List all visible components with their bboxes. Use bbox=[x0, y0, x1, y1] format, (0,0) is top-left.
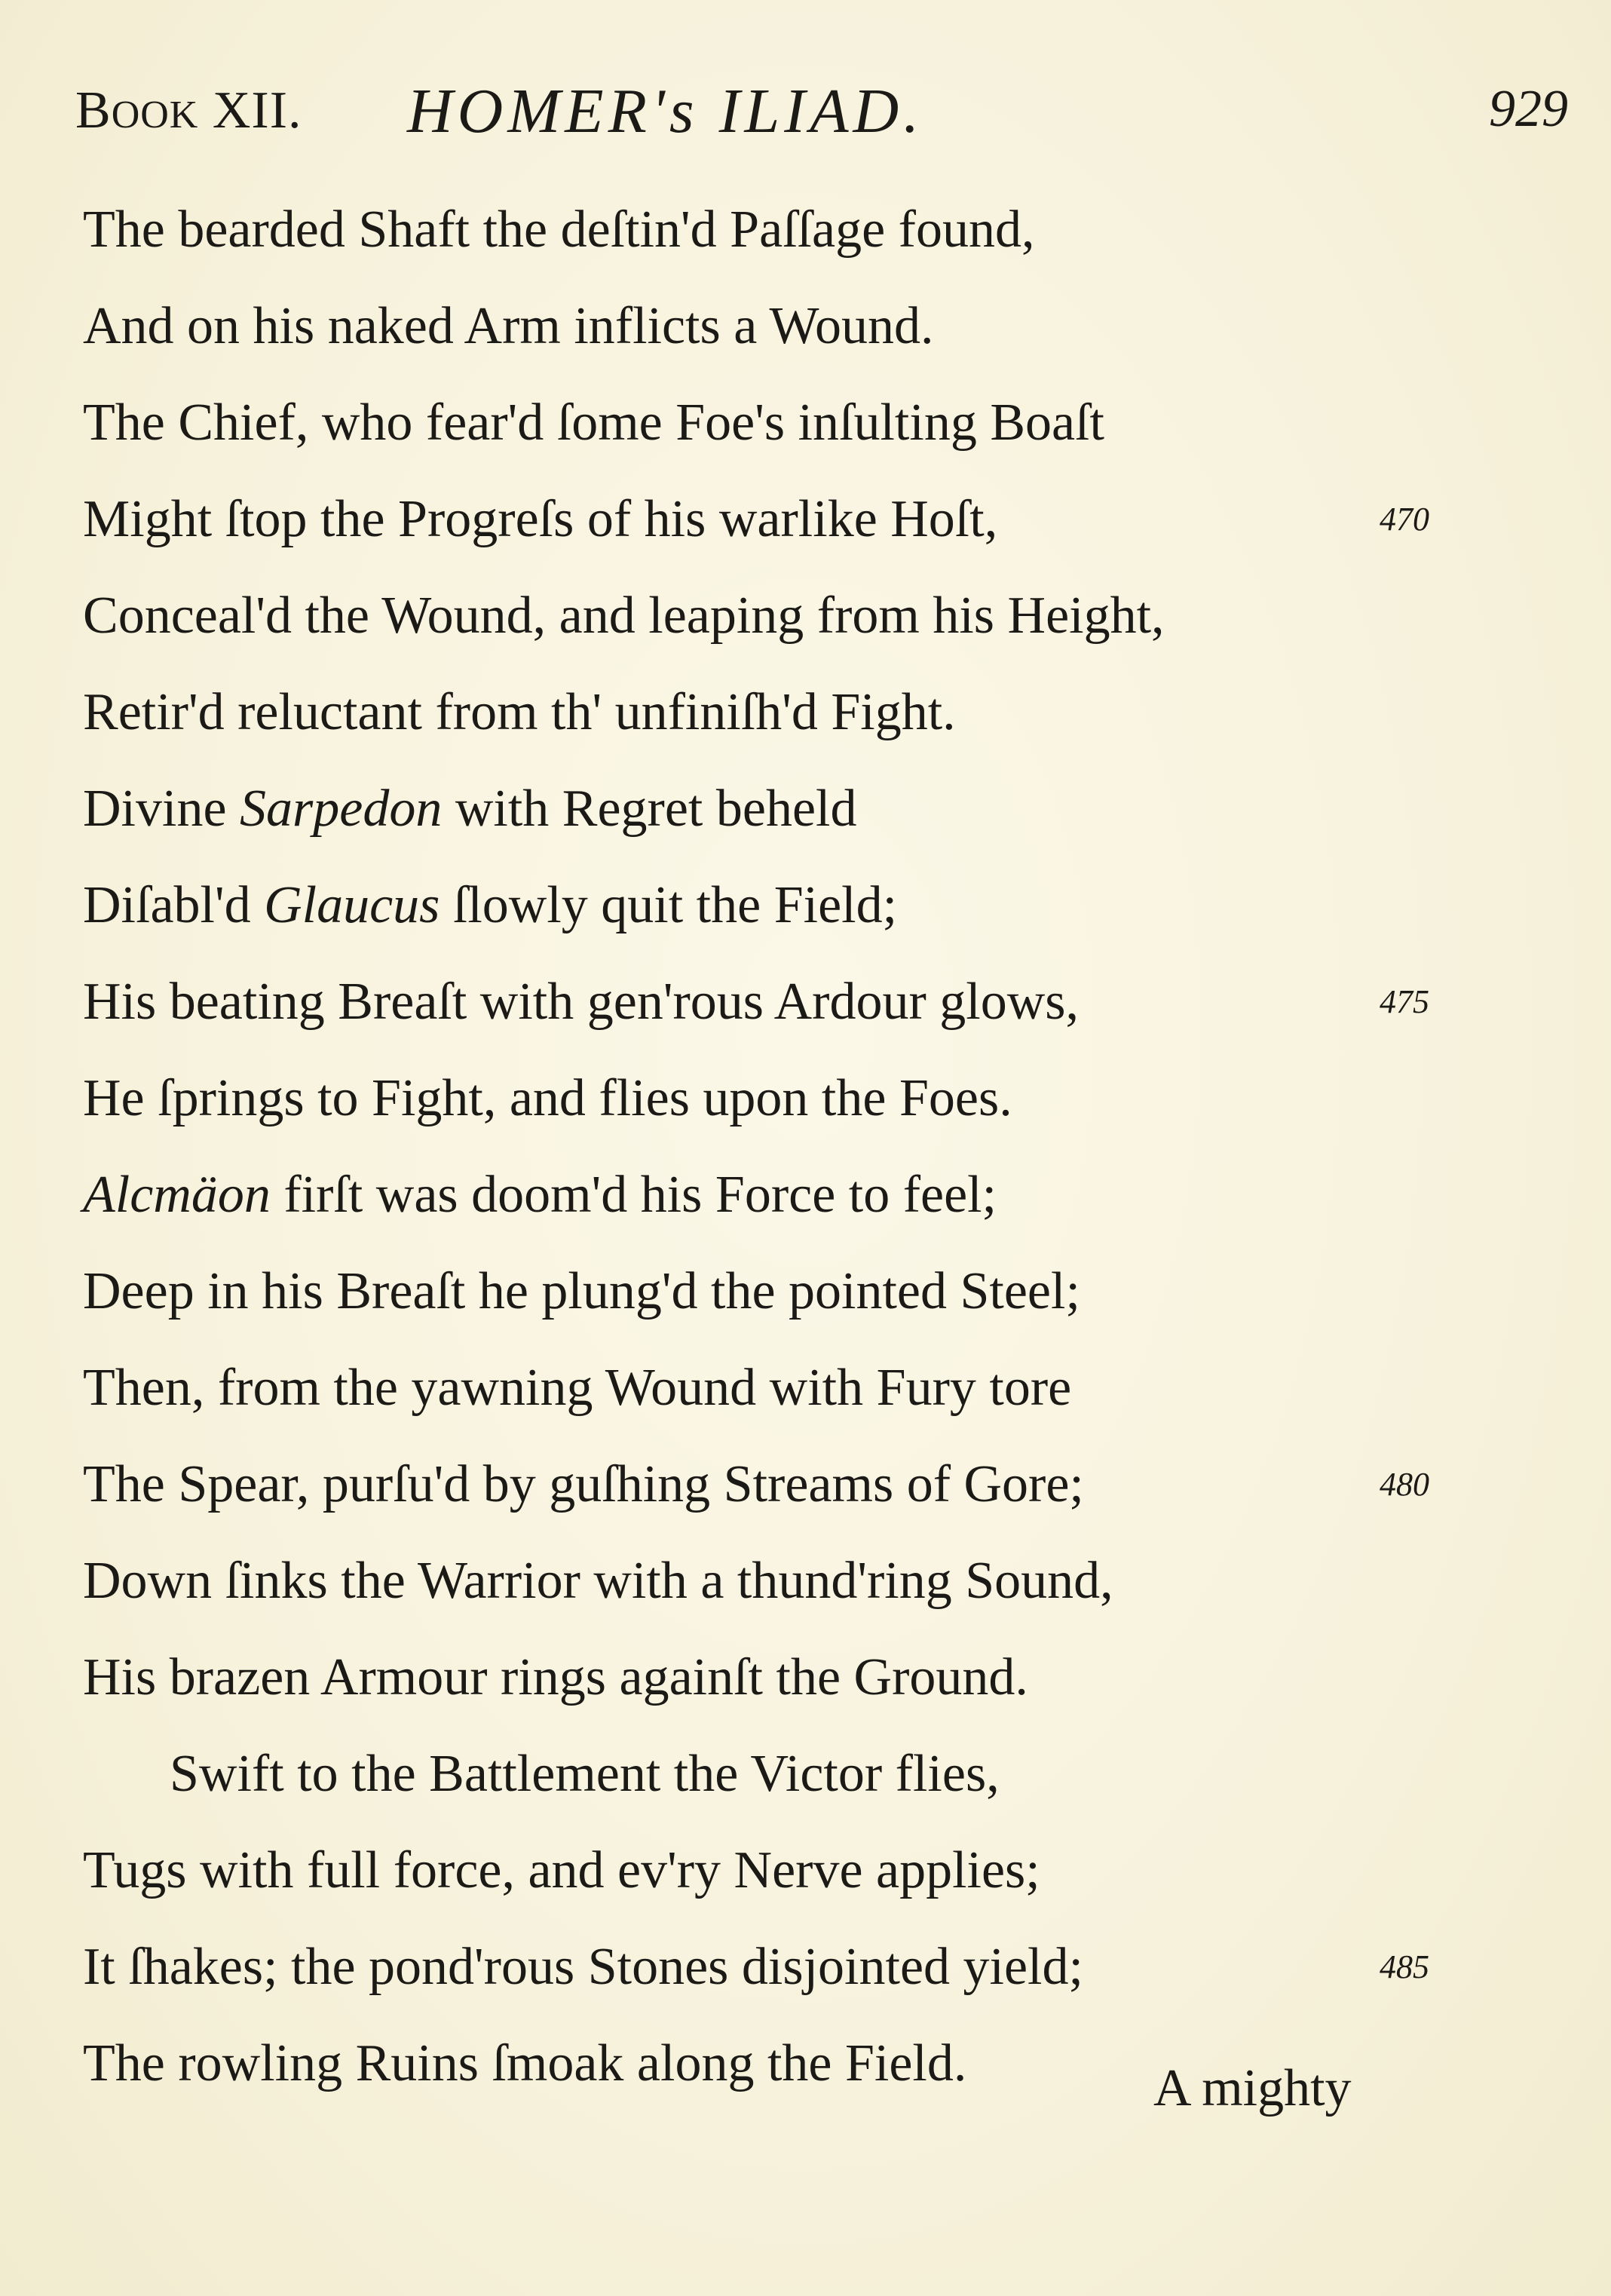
verse-line bbox=[83, 972, 1079, 1032]
verse-line bbox=[170, 1744, 1000, 1804]
verse-text: Retir'd reluctant from th' unfiniſh'd Fight. bbox=[83, 683, 956, 741]
catchword: A mighty bbox=[1153, 2059, 1352, 2117]
verse-line bbox=[83, 682, 956, 743]
verse-text: Then, from the yawning Wound with Fury tore bbox=[83, 1359, 1072, 1417]
verse-line bbox=[83, 875, 897, 936]
verse-text: Divine bbox=[83, 780, 240, 838]
page-number: 929 bbox=[1489, 80, 1568, 138]
verse-line bbox=[83, 1165, 997, 1225]
verse-text: The rowling Ruins ſmoak along the Field. bbox=[83, 2034, 967, 2092]
verse-text: And on his naked Arm inflicts a Wound. bbox=[83, 297, 934, 355]
verse-line bbox=[83, 779, 856, 839]
verse-text: He ſprings to Fight, and flies upon the Foes. bbox=[83, 1069, 1012, 1127]
verse-line bbox=[83, 1261, 1080, 1322]
verse-text: with Regret beheld bbox=[442, 780, 857, 838]
verse-text: Swift to the Battlement the Victor flies, bbox=[170, 1745, 1000, 1803]
verse-line bbox=[83, 2034, 966, 2094]
verse-text: Deep in his Breaſt he plung'd the pointed Steel; bbox=[83, 1262, 1080, 1320]
line-number: 470 bbox=[1380, 501, 1429, 538]
verse-line bbox=[83, 200, 1035, 260]
verse-line bbox=[83, 1937, 1083, 1997]
verse-line bbox=[83, 489, 997, 550]
verse-line bbox=[83, 586, 1165, 646]
verse-line bbox=[83, 1455, 1084, 1515]
verse-text: firſt was doom'd his Force to feel; bbox=[270, 1166, 997, 1224]
verse-text: His beating Breaſt with gen'rous Ardour glows, bbox=[83, 973, 1080, 1031]
verse-line bbox=[83, 1648, 1028, 1708]
italic-name: Sarpedon bbox=[240, 780, 443, 838]
book-smallcaps: OOK bbox=[111, 93, 199, 136]
verse-text: Tugs with full force, and ev'ry Nerve applies; bbox=[83, 1841, 1040, 1899]
verse-text: It ſhakes; the pond'rous Stones disjointed yield; bbox=[83, 1938, 1083, 1996]
verse-text: Down ſinks the Warrior with a thund'ring Sound, bbox=[83, 1552, 1113, 1610]
verse-line bbox=[83, 393, 1104, 453]
verse-text: Might ſtop the Progreſs of his warlike Hoſt, bbox=[83, 490, 998, 548]
book-prefix: B bbox=[75, 81, 112, 139]
line-number: 475 bbox=[1380, 983, 1429, 1020]
line-number: 480 bbox=[1380, 1466, 1429, 1503]
verse-text: Diſabl'd bbox=[83, 876, 265, 934]
verse-text: ſlowly quit the Field; bbox=[440, 876, 898, 934]
verse-line bbox=[83, 296, 934, 357]
verse-text: The Spear, purſu'd by guſhing Streams of Gore; bbox=[83, 1455, 1084, 1513]
italic-name: Alcmäon bbox=[83, 1166, 271, 1224]
verse-text: The Chief, who fear'd ſome Foe's inſulting Boaſt bbox=[83, 394, 1104, 452]
verse-text: Conceal'd the Wound, and leaping from his Height, bbox=[83, 587, 1165, 645]
verse-line bbox=[83, 1551, 1113, 1611]
verse-line bbox=[83, 1068, 1012, 1129]
line-number: 485 bbox=[1380, 1948, 1429, 1985]
book-numeral: XII. bbox=[198, 81, 302, 139]
italic-name: Glaucus bbox=[264, 876, 440, 934]
verse-text: His brazen Armour rings againſt the Ground. bbox=[83, 1648, 1028, 1706]
verse-line bbox=[83, 1841, 1040, 1901]
verse-line bbox=[83, 1358, 1071, 1418]
verse-text: The bearded Shaft the deſtin'd Paſſage found, bbox=[83, 201, 1035, 259]
running-title: HOMER's ILIAD. bbox=[407, 76, 924, 146]
